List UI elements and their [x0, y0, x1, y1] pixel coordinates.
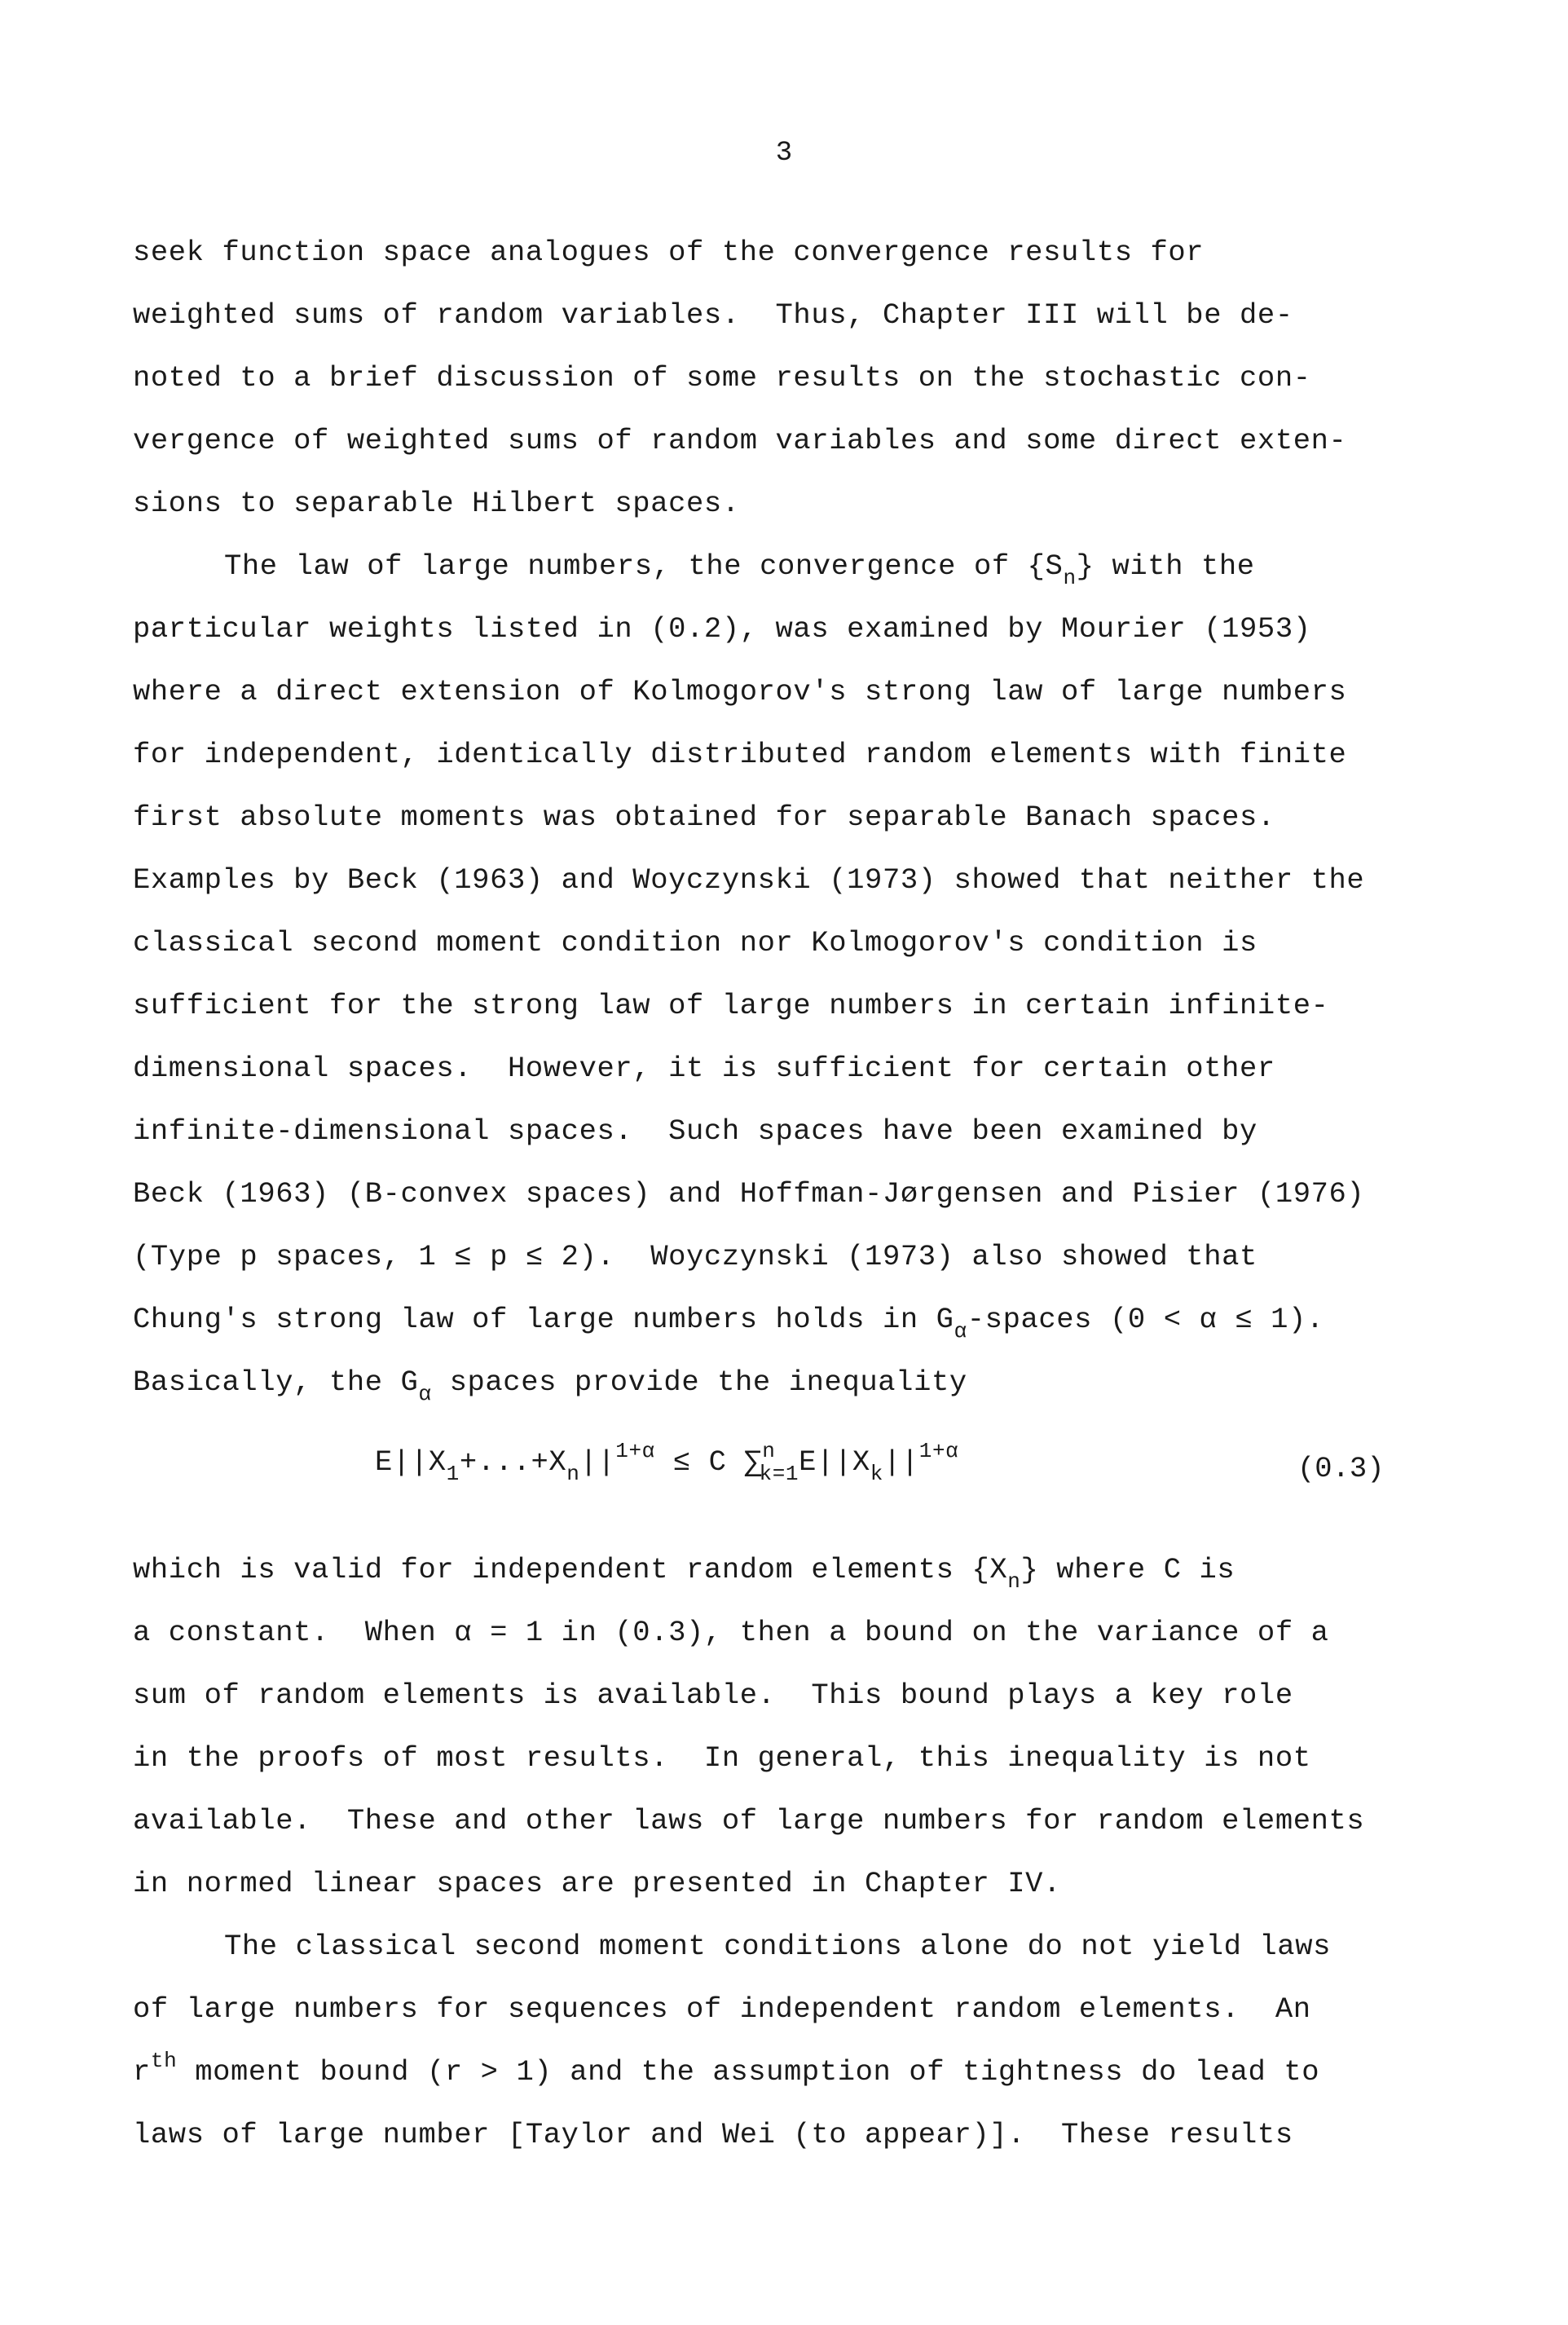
- text-run: } with the: [1076, 549, 1255, 583]
- text-line: Beck (1963) (B-convex spaces) and Hoffman-Jørgensen and Pisier (1976): [133, 1177, 1365, 1211]
- text-line: particular weights listed in (0.2), was examined by Mourier (1953): [133, 612, 1311, 646]
- page-number: 3: [775, 138, 793, 169]
- eq-part: E||X: [375, 1445, 447, 1479]
- text-run: which is valid for independent random elements {X: [133, 1553, 1008, 1586]
- text-line: (Type p spaces, 1 ≤ p ≤ 2). Woyczynski (1973) also showed that: [133, 1240, 1257, 1273]
- eq-part: +...+X: [459, 1445, 567, 1479]
- superscript: n: [762, 1439, 776, 1463]
- text-line: a constant. When α = 1 in (0.3), then a bound on the variance of a: [133, 1616, 1329, 1649]
- text-line: Examples by Beck (1963) and Woyczynski (1973) showed that neither the: [133, 863, 1365, 897]
- superscript: 1+α: [918, 1439, 959, 1463]
- eq-part: ||: [579, 1445, 616, 1479]
- text-line: infinite-dimensional spaces. Such spaces have been examined by: [133, 1114, 1257, 1148]
- eq-part: ≤ C ∑: [654, 1445, 763, 1479]
- subscript: n: [1063, 566, 1077, 590]
- subscript: k: [870, 1462, 883, 1486]
- text-run: } where C is: [1020, 1553, 1235, 1586]
- subscript: α: [418, 1382, 432, 1406]
- text-run: moment bound (r > 1) and the assumption of tightness do lead to: [177, 2055, 1320, 2089]
- text-line: in normed linear spaces are presented in Chapter IV.: [133, 1867, 1061, 1900]
- text-line: [133, 2049, 1320, 2092]
- subscript: 1: [446, 1462, 460, 1486]
- superscript: 1+α: [615, 1439, 655, 1463]
- text-line: sum of random elements is available. This bound plays a key role: [133, 1679, 1293, 1712]
- text-line: of large numbers for sequences of independent random elements. An: [133, 1992, 1311, 2026]
- text-line: seek function space analogues of the convergence results for: [133, 236, 1205, 269]
- text-line: available. These and other laws of large numbers for random elements: [133, 1804, 1365, 1838]
- text-line: [224, 549, 1255, 590]
- text-line: where a direct extension of Kolmogorov's strong law of large numbers: [133, 675, 1347, 708]
- text-line: weighted sums of random variables. Thus, Chapter III will be de-: [133, 298, 1293, 332]
- text-line: sions to separable Hilbert spaces.: [133, 487, 740, 520]
- text-line: classical second moment condition nor Kolmogorov's condition is: [133, 926, 1257, 960]
- superscript: th: [150, 2049, 178, 2073]
- text-line: first absolute moments was obtained for separable Banach spaces.: [133, 801, 1275, 834]
- text-line: [133, 1552, 1235, 1594]
- text-line: noted to a brief discussion of some results on the stochastic con-: [133, 361, 1311, 395]
- text-line: [133, 1302, 1324, 1343]
- text-line: vergence of weighted sums of random variables and some direct exten-: [133, 424, 1347, 457]
- subscript: n: [1007, 1569, 1021, 1594]
- text-run: Chung's strong law of large numbers holds in G: [133, 1303, 954, 1336]
- text-line: in the proofs of most results. In general, this inequality is not: [133, 1741, 1311, 1775]
- text-line: The classical second moment conditions alone do not yield laws: [224, 1930, 1332, 1963]
- text-run: r: [133, 2055, 151, 2089]
- text-line: for independent, identically distributed random elements with finite: [133, 738, 1347, 771]
- text-line: laws of large number [Taylor and Wei (to appear)]. These results: [133, 2118, 1293, 2151]
- display-equation: [375, 1439, 959, 1486]
- subscript: k=1: [759, 1462, 799, 1486]
- text-run: spaces provide the inequality: [431, 1365, 967, 1399]
- eq-part: E||X: [799, 1445, 870, 1479]
- eq-part: ||: [883, 1445, 919, 1479]
- text-line: [133, 1365, 967, 1406]
- text-line: dimensional spaces. However, it is sufficient for certain other: [133, 1052, 1275, 1085]
- subscript: α: [954, 1319, 967, 1343]
- text-run: The law of large numbers, the convergence of {S: [224, 549, 1064, 583]
- text-line: sufficient for the strong law of large numbers in certain infinite-: [133, 989, 1329, 1022]
- subscript: n: [566, 1462, 580, 1486]
- text-run: Basically, the G: [133, 1365, 419, 1399]
- text-run: -spaces (0 < α ≤ 1).: [967, 1303, 1324, 1336]
- equation-number: (0.3): [1297, 1452, 1385, 1485]
